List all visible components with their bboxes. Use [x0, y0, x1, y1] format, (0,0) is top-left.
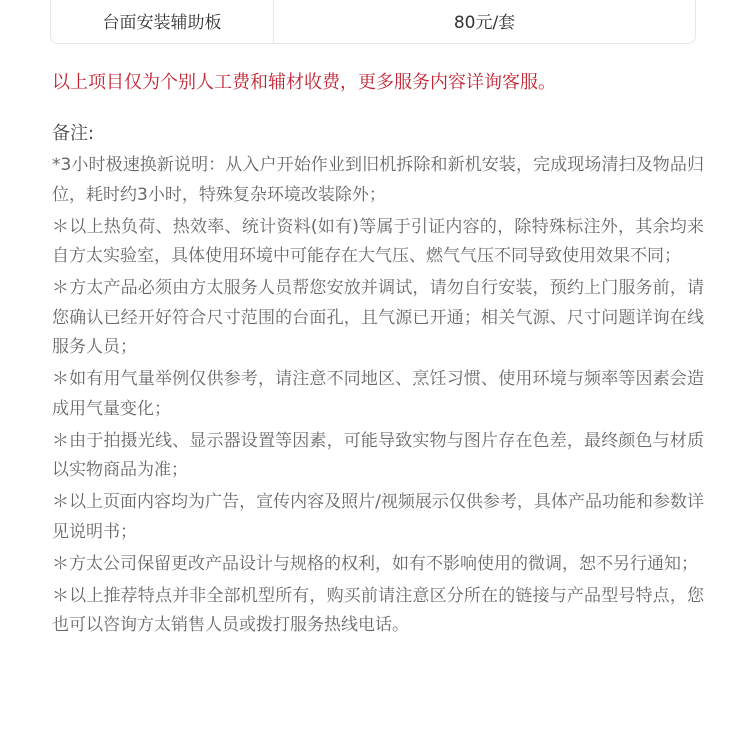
price-table-price-cell: 80元/套	[453, 13, 516, 33]
remark-item: ＊如有用气量举例仅供参考，请注意不同地区、烹饪习惯、使用环境与频率等因素会造成用气量变化；	[52, 369, 704, 419]
remarks-title: 备注:	[52, 123, 95, 144]
service-notice: 以上项目仅为个别人工费和辅材收费，更多服务内容详询客服。	[52, 72, 556, 93]
remark-item: ＊由于拍摄光线、显示器设置等因素，可能导致实物与图片存在色差，最终颜色与材质以实物商品为准；	[52, 430, 704, 480]
remark-item: ＊以上页面内容均为广告，宣传内容及照片/视频展示仅供参考，具体产品功能和参数详见说明书；	[52, 492, 704, 542]
remarks-list	[52, 151, 704, 643]
remark-item: ＊方太产品必须由方太服务人员帮您安放并调试，请勿自行安装，预约上门服务前，请您确认已经开好符合尺寸范围的台面孔，且气源已开通；相关气源、尺寸问题详询在线服务人员；	[52, 278, 704, 357]
remark-item: ＊以上热负荷、热效率、统计资料(如有)等属于引证内容的，除特殊标注外，其余均来自方太实验室，具体使用环境中可能存在大气压、燃气气压不同导致使用效果不同；	[52, 216, 704, 266]
price-table	[50, 0, 696, 44]
remark-item: ＊方太公司保留更改产品设计与规格的权利，如有不影响使用的微调，恕不另行通知；	[52, 553, 698, 574]
price-table-item-cell: 台面安装辅助板	[51, 0, 274, 43]
remark-item: ＊以上推荐特点并非全部机型所有，购买前请注意区分所在的链接与产品型号特点，您也可以咨询方太销售人员或拨打服务热线电话。	[52, 585, 704, 635]
remark-item: *3小时极速换新说明：从入户开始作业到旧机拆除和新机安装，完成现场清扫及物品归位，耗时约3小时，特殊复杂环境改装除外；	[52, 155, 704, 205]
